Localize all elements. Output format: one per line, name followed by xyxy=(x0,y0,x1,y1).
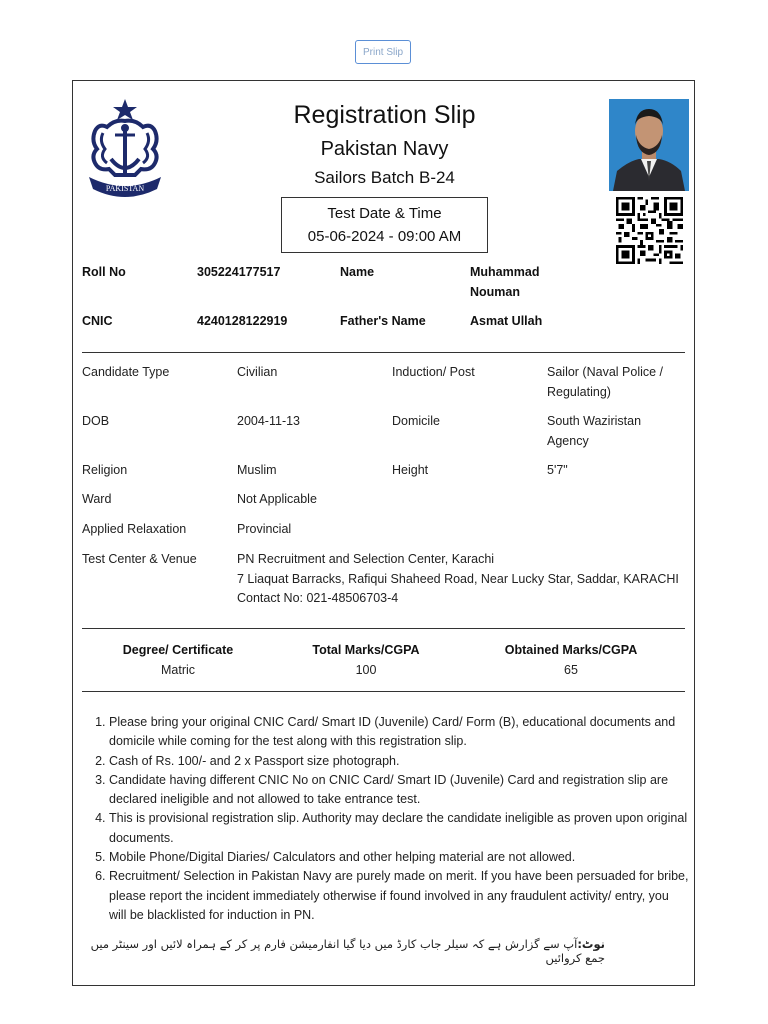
divider xyxy=(82,628,685,629)
urdu-note-text: آپ سے گزارش ہے کہ سیلر جاب کارڈ میں دیا گیا انفارمیشن فارم پر کر کے ہمراہ لائیں اور سینٹر میں جمع کروائیں xyxy=(90,937,605,965)
candidate-photo xyxy=(609,99,689,191)
education-header-obtained: Obtained Marks/CGPA xyxy=(504,643,638,657)
father-name-label: Father's Name xyxy=(340,314,426,328)
urdu-note xyxy=(83,937,605,965)
cnic-value: 4240128122919 xyxy=(197,314,288,328)
dob-label: DOB xyxy=(82,414,110,428)
domicile-value xyxy=(547,412,641,451)
induction-label: Induction/ Post xyxy=(392,365,475,379)
instruction-item: 6. Recruitment/ Selection in Pakistan Navy are purely made on merit. If you have been persuaded for bribe, please report the incident immediately otherwise if found involved in any fraudulent activity/ entry, you will be blacklisted for induction in PN. xyxy=(109,867,689,925)
roll-no-value: 305224177517 xyxy=(197,265,281,279)
religion-value: Muslim xyxy=(237,463,277,477)
page-title: Registration Slip xyxy=(293,101,476,129)
instruction-item: 2. Cash of Rs. 100/- and 2 x Passport size photograph. xyxy=(109,752,689,771)
dob-value: 2004-11-13 xyxy=(237,414,301,428)
domicile-value-line1: South Waziristan xyxy=(547,414,642,428)
instruction-item: 1. Please bring your original CNIC Card/ Smart ID (Juvenile) Card/ Form (B), educational documents and domicile while coming for the test along with this registration slip. xyxy=(109,713,689,752)
roll-no-label: Roll No xyxy=(82,265,126,279)
test-date-label: Test Date & Time xyxy=(327,205,442,222)
induction-value xyxy=(547,363,663,402)
venue-value xyxy=(237,550,679,609)
name-value xyxy=(470,263,539,302)
education-obtained: 65 xyxy=(564,663,578,677)
religion-label: Religion xyxy=(82,463,128,477)
education-degree: Matric xyxy=(160,663,196,677)
venue-line2: 7 Liaquat Barracks, Rafiqui Shaheed Road, Near Lucky Star, Saddar, KARACHI xyxy=(237,571,679,586)
cnic-label: CNIC xyxy=(82,314,113,328)
divider xyxy=(82,352,685,353)
batch-name: Sailors Batch B-24 xyxy=(314,168,455,187)
education-header-total: Total Marks/CGPA xyxy=(312,643,420,657)
divider xyxy=(82,691,685,692)
instructions-list xyxy=(89,713,689,925)
test-date-box xyxy=(281,197,488,253)
instruction-item: 5. Mobile Phone/Digital Diaries/ Calculators and other helping material are not allowed. xyxy=(109,848,689,867)
registration-slip xyxy=(72,80,695,986)
candidate-type-value: Civilian xyxy=(237,365,278,379)
name-value-line2: Nouman xyxy=(470,284,520,299)
education-header-degree: Degree/ Certificate xyxy=(122,643,234,657)
instruction-item: 4. This is provisional registration slip. Authority may declare the candidate ineligible as proven upon original documents. xyxy=(109,809,689,848)
venue-line3: Contact No: 021-48506703-4 xyxy=(237,591,399,605)
urdu-note-label: نوٹ: xyxy=(577,937,605,951)
domicile-value-line2: Agency xyxy=(547,433,589,448)
instruction-item: 3. Candidate having different CNIC No on CNIC Card/ Smart ID (Juvenile) Card and registration slip are declared ineligible and not allowed to take entrance test. xyxy=(109,771,689,810)
organization-name: Pakistan Navy xyxy=(320,138,449,160)
height-label: Height xyxy=(392,463,429,477)
venue-label: Test Center & Venue xyxy=(82,552,197,566)
relaxation-value: Provincial xyxy=(237,522,292,536)
logo-text: PAKISTAN xyxy=(105,184,145,193)
ward-value: Not Applicable xyxy=(237,492,317,506)
candidate-type-label: Candidate Type xyxy=(82,365,170,379)
test-date-value: 05-06-2024 - 09:00 AM xyxy=(307,228,462,245)
qr-code xyxy=(616,197,683,264)
print-slip-button[interactable]: Print Slip xyxy=(355,40,411,64)
domicile-label: Domicile xyxy=(392,414,440,428)
induction-value-line2: Regulating) xyxy=(547,384,611,399)
name-value-line1: Muhammad xyxy=(470,265,540,279)
height-value: 5'7" xyxy=(547,463,568,477)
education-total: 100 xyxy=(355,663,377,677)
name-label: Name xyxy=(340,265,375,279)
father-name-value: Asmat Ullah xyxy=(470,314,543,328)
induction-value-line1: Sailor (Naval Police / xyxy=(547,365,664,379)
relaxation-label: Applied Relaxation xyxy=(82,522,187,536)
ward-label: Ward xyxy=(82,492,112,506)
venue-line1: PN Recruitment and Selection Center, Karachi xyxy=(237,552,495,566)
